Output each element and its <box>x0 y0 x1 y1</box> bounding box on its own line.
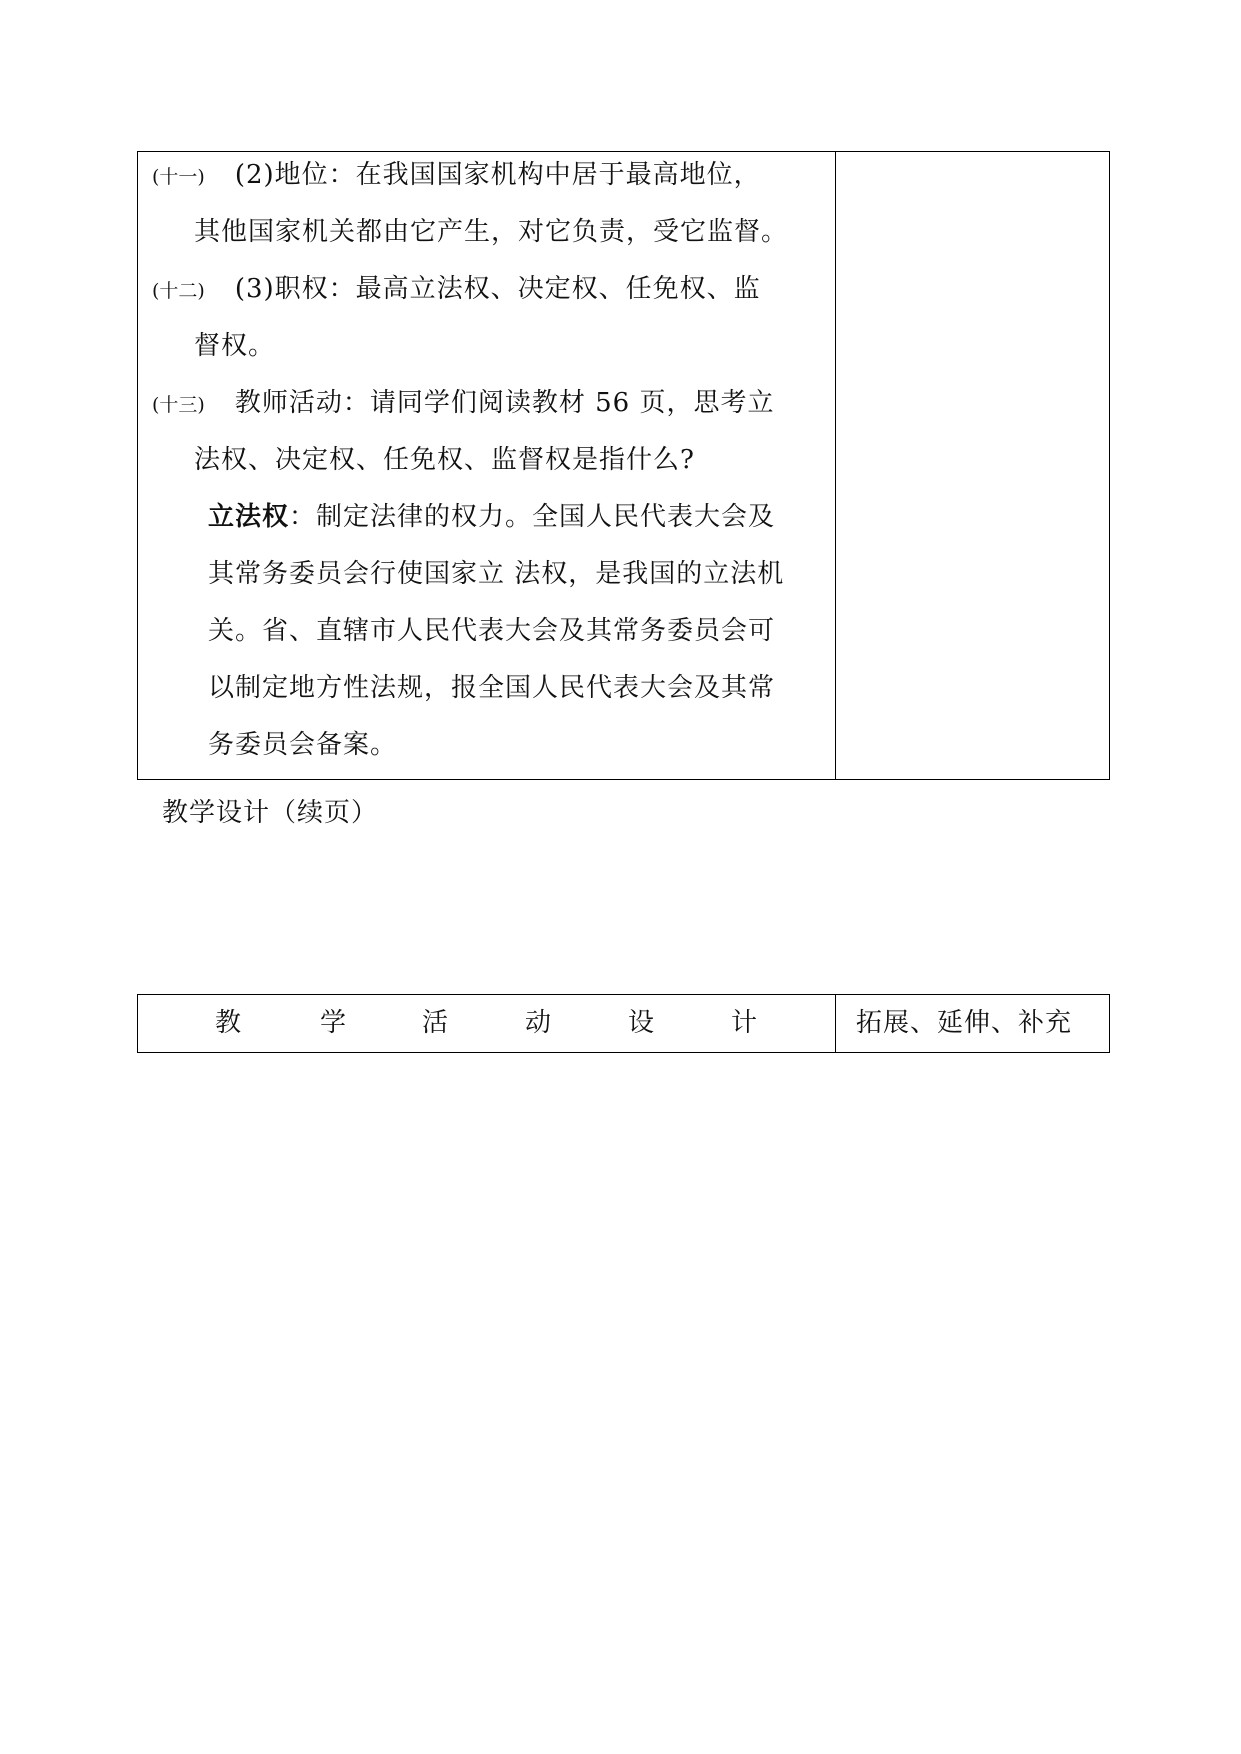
column-divider <box>835 152 836 779</box>
header-char: 动 <box>525 1008 552 1038</box>
item-continuation: 督权。 <box>194 331 276 361</box>
legislation-line: 务委员会备案。 <box>208 730 398 760</box>
item-marker: (十二) <box>152 280 205 302</box>
legislation-paragraph <box>208 502 775 532</box>
list-item <box>152 160 761 192</box>
item-marker: (十三) <box>152 394 205 416</box>
list-item <box>152 274 761 306</box>
legislation-line: 其常务委员会行使国家立 法权，是我国的立法机 <box>208 559 785 589</box>
item-text: 教师活动：请同学们阅读教材 56 页，思考立 <box>234 388 775 418</box>
header-char: 设 <box>628 1008 655 1038</box>
header-char: 计 <box>731 1008 758 1038</box>
continuation-caption: 教学设计（续页） <box>162 798 379 828</box>
legislation-first-line: ：制定法律的权力。全国人民代表大会及 <box>289 502 776 532</box>
item-marker: (十一) <box>152 166 205 188</box>
item-text: (3)职权：最高立法权、决定权、任免权、监 <box>234 274 761 304</box>
header-char: 活 <box>422 1008 449 1038</box>
legislation-term: 立法权 <box>208 502 290 532</box>
item-continuation: 法权、决定权、任免权、监督权是指什么? <box>194 445 695 475</box>
item-text: (2)地位：在我国国家机构中居于最高地位， <box>234 160 761 190</box>
column-divider <box>835 995 836 1052</box>
design-header-table <box>137 994 1110 1053</box>
legislation-line: 以制定地方性法规，报全国人民代表大会及其常 <box>208 673 776 703</box>
header-char: 学 <box>320 1008 347 1038</box>
item-continuation: 其他国家机关都由它产生，对它负责，受它监督。 <box>194 217 789 247</box>
extension-header: 拓展、延伸、补充 <box>856 1008 1073 1038</box>
list-item <box>152 388 774 420</box>
header-char: 教 <box>215 1008 242 1038</box>
lesson-table <box>137 151 1110 780</box>
legislation-line: 关。省、直辖市人民代表大会及其常务委员会可 <box>208 616 776 646</box>
